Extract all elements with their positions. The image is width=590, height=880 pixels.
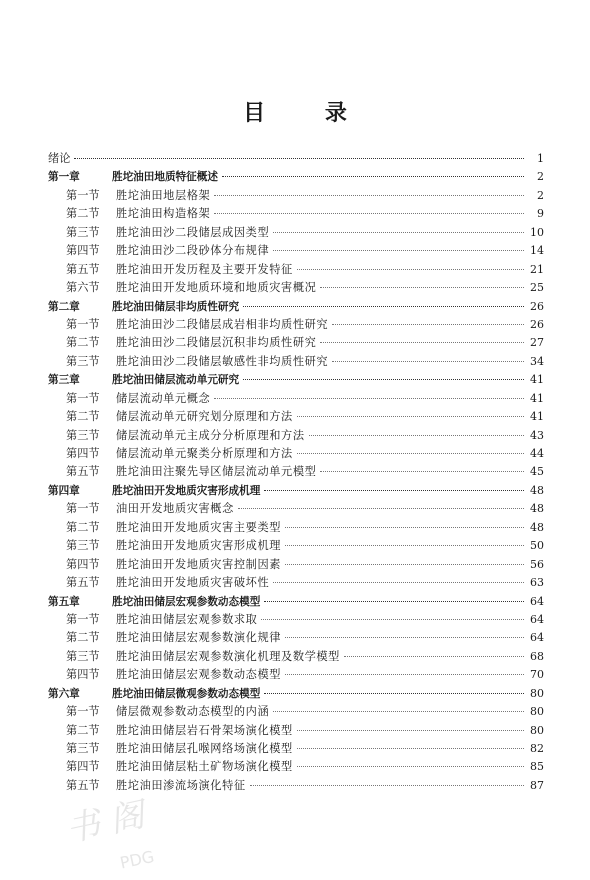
entry-page-number: 41 <box>530 373 544 387</box>
dot-leader <box>297 453 524 454</box>
dot-leader <box>261 619 524 620</box>
toc-chapter-entry[interactable] <box>48 593 544 611</box>
entry-page-number: 2 <box>537 188 544 202</box>
entry-number: 第三节 <box>66 649 100 663</box>
entry-number: 第二节 <box>66 520 100 534</box>
dot-leader <box>285 545 524 546</box>
entry-number: 第四节 <box>66 760 100 774</box>
entry-page-number: 27 <box>530 336 544 350</box>
entry-title: 胜坨油田开发地质灾害形成机理 <box>116 539 282 553</box>
toc-section-entry[interactable] <box>48 629 544 647</box>
toc-section-entry[interactable] <box>48 205 544 223</box>
dot-leader <box>320 342 524 343</box>
entry-title: 胜坨油田开发地质灾害破坏性 <box>116 576 270 590</box>
entry-number: 第一节 <box>66 705 100 719</box>
toc-section-entry[interactable] <box>48 408 544 426</box>
entry-title: 胜坨油田开发地质环境和地质灾害概况 <box>116 281 317 295</box>
entry-page-number: 80 <box>530 686 544 700</box>
entry-page-number: 1 <box>537 152 544 165</box>
toc-section-entry[interactable] <box>48 316 544 334</box>
entry-number: 第三章 <box>48 374 80 387</box>
entry-title: 胜坨油田储层宏观参数求取 <box>116 612 258 626</box>
entry-title: 油田开发地质灾害概念 <box>116 502 234 516</box>
entry-page-number: 41 <box>530 410 544 424</box>
dot-leader <box>344 656 524 657</box>
entry-title: 胜坨油田储层岩石骨架场演化模型 <box>116 723 293 737</box>
dot-leader <box>297 416 524 417</box>
dot-leader <box>273 232 524 233</box>
entry-number: 第三节 <box>66 354 100 368</box>
entry-title: 胜坨油田开发地质灾害形成机理 <box>112 484 261 497</box>
entry-number: 第五节 <box>66 262 100 276</box>
entry-number: 第二节 <box>66 410 100 424</box>
entry-title: 胜坨油田储层流动单元研究 <box>112 374 240 387</box>
dot-leader <box>285 674 524 675</box>
toc-section-entry[interactable] <box>48 777 544 795</box>
dot-leader <box>273 711 524 712</box>
dot-leader <box>243 306 524 307</box>
dot-leader <box>320 287 524 288</box>
entry-title: 胜坨油田沙二段储层敏感性非均质性研究 <box>116 354 329 368</box>
toc-section-entry[interactable] <box>48 703 544 721</box>
toc-section-entry[interactable] <box>48 390 544 408</box>
dot-leader <box>250 785 524 786</box>
entry-page-number: 50 <box>530 539 544 553</box>
toc-section-entry[interactable] <box>48 740 544 758</box>
entry-title: 胜坨油田地质特征概述 <box>112 171 218 184</box>
dot-leader <box>309 435 524 436</box>
dot-leader <box>273 582 524 583</box>
entry-page-number: 48 <box>530 483 544 497</box>
dot-leader <box>297 766 524 767</box>
dot-leader <box>264 490 524 491</box>
entry-page-number: 34 <box>530 354 544 368</box>
entry-title: 胜坨油田渗流场演化特征 <box>116 778 246 792</box>
entry-page-number: 10 <box>530 225 544 239</box>
dot-leader <box>297 748 524 749</box>
entry-number: 第四章 <box>48 484 80 497</box>
toc-section-entry[interactable] <box>48 353 544 371</box>
entry-page-number: 64 <box>530 594 544 608</box>
toc-section-entry[interactable] <box>48 224 544 242</box>
dot-leader <box>264 601 524 602</box>
watermark <box>58 785 188 875</box>
entry-number: 第二节 <box>66 336 100 350</box>
watermark-glyphs: 书 阁 <box>62 794 148 851</box>
entry-title: 储层微观参数动态模型的内涵 <box>116 705 270 719</box>
entry-number: 第四节 <box>66 447 100 460</box>
entry-page-number: 85 <box>530 760 544 774</box>
dot-leader <box>243 379 524 380</box>
watermark-logo <box>58 785 188 875</box>
dot-leader <box>214 195 524 196</box>
dot-leader <box>297 269 524 270</box>
entry-page-number: 14 <box>530 244 544 258</box>
dot-leader <box>297 730 524 731</box>
toc-section-entry[interactable] <box>48 261 544 279</box>
entry-title: 胜坨油田沙二段储层成岩相非均质性研究 <box>116 317 329 331</box>
entry-title: 胜坨油田储层宏观参数演化规律 <box>116 631 282 645</box>
dot-leader <box>222 176 524 177</box>
dot-leader <box>264 693 524 694</box>
entry-title: 胜坨油田构造格架 <box>116 207 211 221</box>
entry-title: 胜坨油田储层孔喉网络场演化模型 <box>116 742 293 755</box>
entry-number: 第五章 <box>48 595 80 608</box>
toc-section-entry[interactable] <box>48 427 544 445</box>
entry-number: 第五节 <box>66 778 100 792</box>
entry-title: 胜坨油田注聚先导区储层流动单元模型 <box>116 465 317 479</box>
toc-section-entry[interactable] <box>48 242 544 260</box>
watermark-label: PDG <box>118 846 156 873</box>
entry-page-number: 80 <box>530 705 544 719</box>
entry-number: 第四节 <box>66 244 100 258</box>
entry-page-number: 87 <box>530 778 544 792</box>
entry-number: 第一节 <box>66 391 100 405</box>
entry-title: 胜坨油田储层宏观参数动态模型 <box>116 668 282 682</box>
entry-number: 第一节 <box>66 188 100 202</box>
toc-chapter-entry[interactable] <box>48 168 544 186</box>
entry-page-number: 44 <box>530 447 544 460</box>
entry-page-number: 80 <box>530 723 544 737</box>
toc-intro-entry[interactable] <box>48 150 544 168</box>
toc-chapter-entry[interactable] <box>48 482 544 500</box>
toc-section-entry[interactable] <box>48 648 544 666</box>
entry-title: 胜坨油田开发地质灾害主要类型 <box>116 520 282 534</box>
entry-number: 第二节 <box>66 207 100 221</box>
entry-page-number: 56 <box>530 557 544 571</box>
entry-title: 胜坨油田沙二段储层沉积非均质性研究 <box>116 336 317 350</box>
entry-title: 胜坨油田储层微观参数动态模型 <box>112 687 261 700</box>
entry-number: 第四节 <box>66 668 100 682</box>
toc-section-entry[interactable] <box>48 500 544 518</box>
entry-number: 第二节 <box>66 631 100 645</box>
entry-page-number: 2 <box>537 170 544 184</box>
page-title: 目 录 <box>243 101 373 126</box>
toc-section-entry[interactable] <box>48 574 544 592</box>
table-of-contents <box>48 150 544 795</box>
entry-page-number: 45 <box>530 465 544 479</box>
entry-number: 第一节 <box>66 502 100 516</box>
entry-number: 第五节 <box>66 576 100 590</box>
dot-leader <box>214 398 524 399</box>
entry-number: 第一节 <box>66 612 100 626</box>
entry-page-number: 25 <box>530 281 544 295</box>
toc-section-entry[interactable] <box>48 758 544 776</box>
entry-page-number: 43 <box>530 428 544 442</box>
entry-title: 储层流动单元研究划分原理和方法 <box>116 410 293 424</box>
entry-page-number: 48 <box>530 520 544 534</box>
toc-section-entry[interactable] <box>48 537 544 555</box>
entry-number: 第二章 <box>48 300 80 313</box>
entry-title: 胜坨油田沙二段砂体分布规律 <box>116 244 270 258</box>
toc-section-entry[interactable] <box>48 463 544 481</box>
entry-page-number: 41 <box>530 391 544 405</box>
entry-number: 第三节 <box>66 428 100 442</box>
entry-title: 储层流动单元主成分分析原理和方法 <box>116 428 305 442</box>
entry-title: 胜坨油田储层粘土矿物场演化模型 <box>116 760 293 774</box>
entry-number: 第三节 <box>66 539 100 553</box>
entry-title: 胜坨油田地层格架 <box>116 188 211 202</box>
toc-section-entry[interactable] <box>48 556 544 574</box>
entry-number: 第四节 <box>66 557 100 571</box>
dot-leader <box>332 324 524 325</box>
dot-leader <box>273 250 524 251</box>
toc-section-entry[interactable] <box>48 187 544 205</box>
toc-chapter-entry[interactable] <box>48 685 544 703</box>
entry-page-number: 82 <box>530 742 544 755</box>
entry-title: 储层流动单元概念 <box>116 391 211 405</box>
entry-page-number: 68 <box>530 649 544 663</box>
entry-title: 胜坨油田开发地质灾害控制因素 <box>116 557 282 571</box>
dot-leader <box>285 637 524 638</box>
entry-title: 储层流动单元聚类分析原理和方法 <box>116 447 293 460</box>
entry-page-number: 21 <box>530 262 544 276</box>
dot-leader <box>320 471 524 472</box>
entry-title: 胜坨油田储层非均质性研究 <box>112 300 240 313</box>
entry-page-number: 48 <box>530 502 544 516</box>
entry-number: 第三节 <box>66 742 100 755</box>
entry-title: 胜坨油田开发历程及主要开发特征 <box>116 262 293 276</box>
toc-section-entry[interactable] <box>48 279 544 297</box>
toc-chapter-entry[interactable] <box>48 371 544 389</box>
entry-number: 第二节 <box>66 723 100 737</box>
dot-leader <box>332 361 524 362</box>
entry-number: 第六章 <box>48 687 80 700</box>
entry-number: 第六节 <box>66 281 100 295</box>
dot-leader <box>285 527 524 528</box>
toc-chapter-entry[interactable] <box>48 298 544 316</box>
toc-section-entry[interactable] <box>48 334 544 352</box>
dot-leader <box>74 158 524 159</box>
dot-leader <box>238 508 524 509</box>
toc-section-entry[interactable] <box>48 666 544 684</box>
toc-section-entry[interactable] <box>48 445 544 463</box>
entry-number: 第一章 <box>48 171 80 184</box>
entry-page-number: 70 <box>530 668 544 682</box>
entry-title: 胜坨油田储层宏观参数动态模型 <box>112 595 261 608</box>
entry-page-number: 64 <box>530 612 544 626</box>
entry-page-number: 26 <box>530 299 544 313</box>
entry-number: 第一节 <box>66 317 100 331</box>
toc-section-entry[interactable] <box>48 519 544 537</box>
entry-page-number: 9 <box>537 207 544 221</box>
dot-leader <box>285 564 524 565</box>
entry-page-number: 26 <box>530 317 544 331</box>
entry-number: 第三节 <box>66 225 100 239</box>
toc-section-entry[interactable] <box>48 611 544 629</box>
entry-title: 胜坨油田沙二段储层成因类型 <box>116 225 270 239</box>
dot-leader <box>214 213 524 214</box>
toc-section-entry[interactable] <box>48 722 544 740</box>
entry-page-number: 63 <box>530 576 544 590</box>
entry-number: 第五节 <box>66 465 100 479</box>
entry-page-number: 64 <box>530 631 544 645</box>
entry-title: 绪论 <box>48 152 71 165</box>
entry-title: 胜坨油田储层宏观参数演化机理及数学模型 <box>116 649 340 663</box>
